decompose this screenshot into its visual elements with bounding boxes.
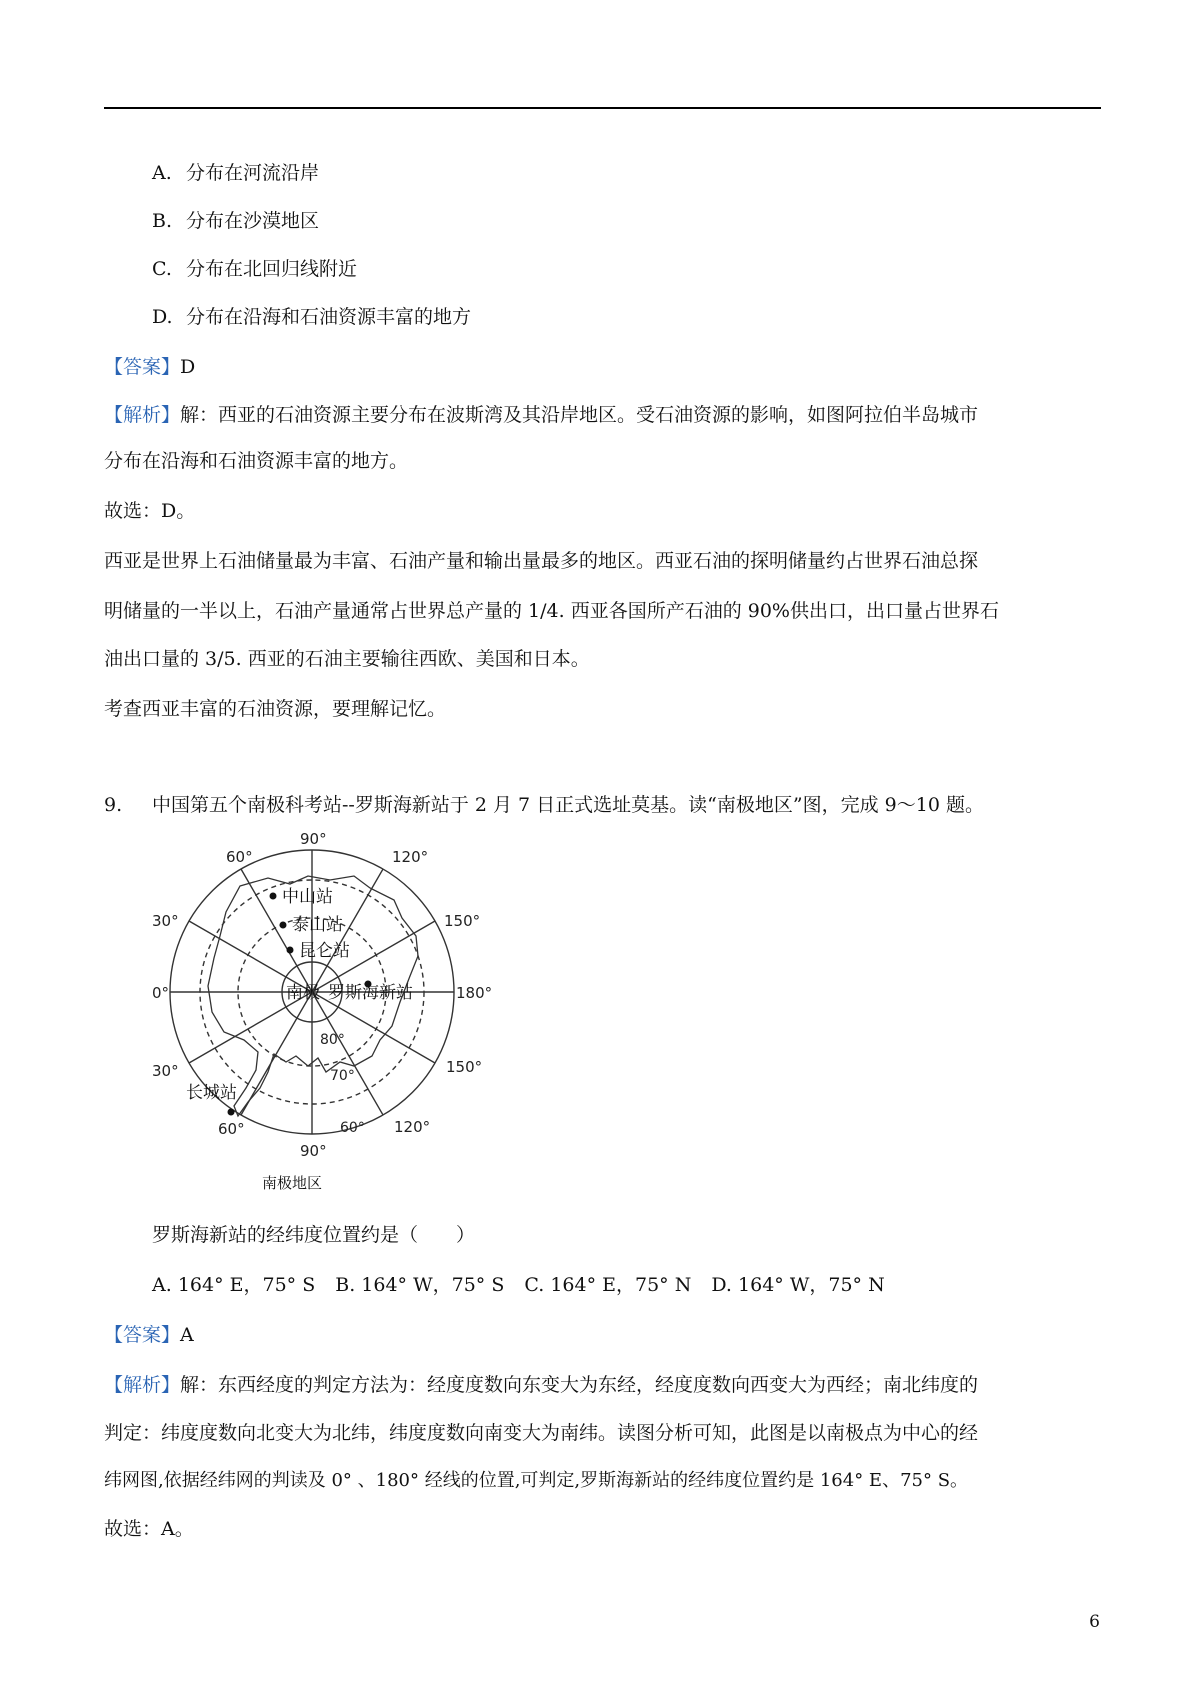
answer-tag: 【答案】 [104,1324,181,1346]
lon-label-90-top: 90° [300,830,327,848]
longitude-labels [152,830,492,1160]
taishan-station-dot [280,922,287,929]
lon-label-30-bottom: 30° [152,1062,179,1080]
zhongshan-station-dot [270,893,277,900]
page-number: 6 [1089,1612,1100,1632]
lon-label-180: 180° [456,984,493,1002]
latitude-labels [320,1032,365,1136]
kunlun-station-dot [287,947,294,954]
map-caption: 南极地区 [262,1174,323,1192]
answer-tag: 【答案】 [104,356,181,378]
q9-option-c: C. 164° E，75° N [524,1274,692,1296]
analysis-tag: 【解析】 [104,404,181,426]
q8-option-a: A. 分布在河流沿岸 [152,162,320,184]
q9-choose: 故选：A。 [104,1518,194,1540]
q8-extra-line2: 明储量的一半以上，石油产量通常占世界总产量的 1/4. 西亚各国所产石油的 90%供出口，出口量占世界石 [104,600,999,622]
q8-option-b: B. 分布在沙漠地区 [152,210,320,232]
q9-analysis-line2: 判定：纬度度数向北变大为北纬，纬度度数向南变大为南纬。读图分析可知，此图是以南极点为中心的经 [104,1422,979,1444]
lat-label-80: 80° [320,1032,345,1048]
q9-option-d: D. 164° W，75° N [711,1274,885,1296]
luosihai-station-label: 罗斯海新站 [328,983,413,1003]
q9-answer: 【答案】A [104,1324,194,1346]
lon-label-30-top: 30° [152,912,179,930]
q9-analysis-line3: 纬网图,依据经纬网的判读及 0° 、180° 经线的位置,可判定,罗斯海新站的经纬度位置约是 164° E、75° S。 [104,1470,969,1491]
q8-option-c: C. 分布在北回归线附近 [152,258,358,280]
q8-extra-line4: 考查西亚丰富的石油资源，要理解记忆。 [104,698,447,720]
lon-label-150-top: 150° [444,912,481,930]
analysis-tag: 【解析】 [104,1374,181,1396]
lon-label-120-bottom: 120° [394,1118,431,1136]
lon-label-120-top: 120° [392,848,429,866]
q8-extra-line1: 西亚是世界上石油储量最为丰富、石油产量和输出量最多的地区。西亚石油的探明储量约占世界石油总探 [104,550,979,572]
q9-option-a: A. 164° E，75° S [152,1274,316,1296]
lon-label-90-bottom: 90° [300,1142,327,1160]
lon-label-60-bottom: 60° [218,1120,245,1138]
q9-analysis-line1: 【解析】解：东西经度的判定方法为：经度度数向东变大为东经，经度度数向西变大为西经；南北纬度的 [104,1374,979,1396]
lon-label-60-top: 60° [226,848,253,866]
lat-label-60: 60° [340,1120,365,1136]
q9-stem: 9. 中国第五个南极科考站--罗斯海新站于 2 月 7 日正式选址莫基。读“南极地区”图，完成 9～10 题。 [104,794,984,816]
q8-option-d: D. 分布在沿海和石油资源丰富的地方 [152,306,472,328]
q8-analysis-line1: 【解析】解：西亚的石油资源主要分布在波斯湾及其沿岸地区。受石油资源的影响，如图阿拉伯半岛城市 [104,404,979,426]
q8-answer: 【答案】D [104,356,196,378]
q8-extra-line3: 油出口量的 3/5. 西亚的石油主要输往西欧、美国和日本。 [104,648,590,670]
south-pole-label: 南极 [286,983,320,1003]
lon-label-0: 0° [152,984,170,1002]
antarctica-map [140,826,525,1196]
changcheng-station-label: 长城站 [186,1083,237,1103]
q9-options [152,1270,885,1297]
q9-option-b: B. 164° W，75° S [335,1274,505,1296]
zhongshan-station-label: 中山站 [282,887,333,907]
taishan-station-label: 泰山站 [292,915,343,935]
changcheng-station-dot [228,1109,235,1116]
station-labels [186,887,413,1103]
q8-analysis-line2: 分布在沿海和石油资源丰富的地方。 [104,450,409,472]
lat-label-70: 70° [330,1068,355,1084]
header-rule [104,107,1101,109]
q8-choose: 故选：D。 [104,500,196,522]
lon-label-150-bottom: 150° [446,1058,483,1076]
kunlun-station-label: 昆仑站 [299,941,350,961]
q9-question: 罗斯海新站的经纬度位置约是（ ） [152,1224,476,1246]
